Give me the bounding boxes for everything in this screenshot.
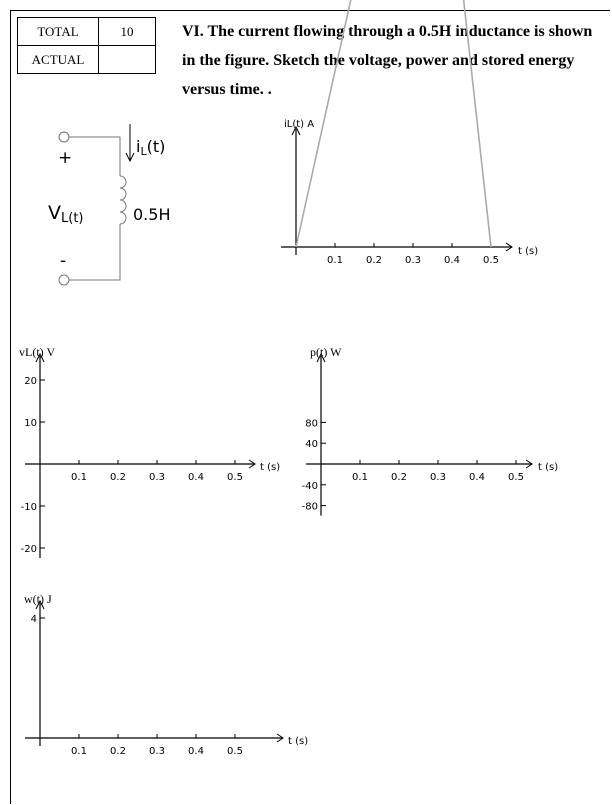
power-chart-x-tick-label: 0.4 [469, 472, 485, 483]
current-chart-x-tick-label: 0.4 [444, 255, 460, 266]
energy-chart-y-label: w(t) J [24, 592, 52, 606]
current-argument: (t) [146, 137, 166, 156]
current-chart-x-tick-label: 0.2 [366, 255, 382, 266]
top-terminal [59, 132, 69, 142]
circuit-wire-top [69, 137, 120, 176]
current-chart-x-tick-label: 0.3 [405, 255, 421, 266]
voltage-chart-y-tick-label: -10 [20, 502, 37, 513]
power-chart-x-tick-label: 0.3 [430, 472, 446, 483]
voltage-subscript: L(t) [61, 211, 84, 226]
current-label [136, 137, 165, 158]
current-chart-y-label: iL(t) A [284, 119, 315, 130]
power-chart-x-tick-label: 0.5 [508, 472, 524, 483]
power-chart-y-tick-label: 80 [305, 418, 318, 430]
inductor-coil [120, 176, 126, 224]
voltage-label [48, 202, 83, 226]
current-chart-x-tick-label: 0.5 [483, 255, 499, 266]
power-chart-y-tick-label: -80 [301, 501, 318, 513]
voltage-chart-y-tick-label: 10 [24, 418, 37, 429]
bottom-terminal [59, 275, 69, 285]
energy-chart-x-tick-label: 0.5 [227, 746, 243, 757]
current-subscript: L [140, 145, 147, 158]
power-chart-y-tick-label: 40 [305, 439, 318, 451]
total-value: 10 [99, 18, 156, 46]
voltage-chart-y-tick-label: -20 [20, 544, 37, 555]
voltage-chart-y-label: vL(t) V [19, 345, 56, 359]
current-symbol: i [136, 137, 141, 156]
voltage-chart-x-tick-label: 0.4 [188, 472, 204, 483]
circuit-wire-bottom [69, 224, 120, 280]
energy-chart-x-tick-label: 0.4 [188, 746, 204, 757]
power-chart-x-tick-label: 0.2 [391, 472, 407, 483]
voltage-chart-x-tick-label: 0.2 [110, 472, 126, 483]
current-chart-series-line [296, 0, 491, 247]
actual-label: ACTUAL [18, 46, 99, 74]
power-chart-y-tick-label: -40 [301, 480, 318, 492]
plus-sign: + [58, 148, 73, 168]
inductance-label: 0.5H [133, 205, 171, 224]
voltage-chart-x-tick-label: 0.3 [149, 472, 165, 483]
power-chart-x-label: t (s) [538, 462, 559, 473]
energy-chart-x-tick-label: 0.3 [149, 746, 165, 757]
voltage-chart-x-tick-label: 0.1 [71, 472, 87, 483]
voltage-chart-x-label: t (s) [260, 462, 281, 473]
charts-group [19, 0, 558, 757]
power-chart-x-tick-label: 0.1 [352, 472, 368, 483]
question-text: VI. The current flowing through a 0.5H inductance is shown in the figure. Sketch the voltage, power and stored energy versus time. . [182, 23, 593, 98]
energy-chart-x-label: t (s) [288, 736, 309, 747]
energy-chart-y-tick-label: 4 [30, 614, 37, 625]
minus-sign: - [60, 251, 67, 271]
voltage-symbol: V [48, 202, 61, 224]
energy-chart-x-tick-label: 0.1 [71, 746, 87, 757]
current-chart-x-label: t (s) [518, 246, 539, 257]
voltage-chart-y-tick-label: 20 [24, 376, 37, 387]
power-chart-y-label: p(t) W [310, 345, 342, 359]
energy-chart-x-tick-label: 0.2 [110, 746, 126, 757]
total-label: TOTAL [18, 18, 99, 46]
current-chart-x-tick-label: 0.1 [327, 255, 343, 266]
voltage-chart-x-tick-label: 0.5 [227, 472, 243, 483]
